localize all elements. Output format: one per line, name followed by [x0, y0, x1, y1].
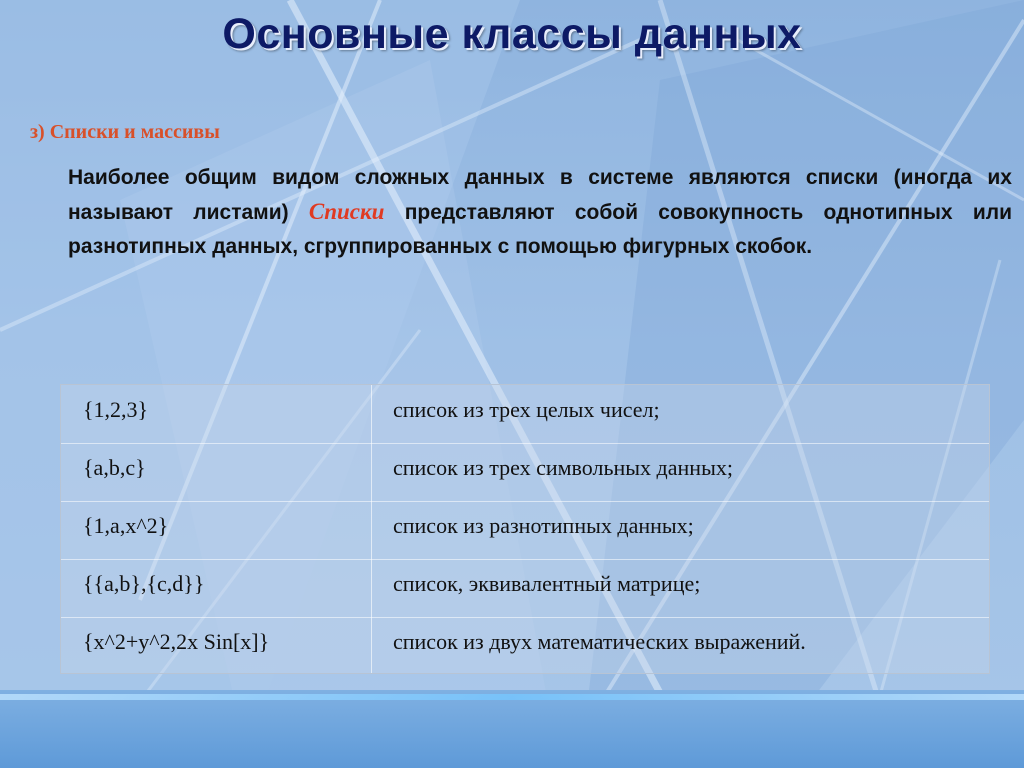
paragraph-text-start: Наиболее общим видом сложных данных в системе являются списки (иногда их называют листами) [68, 166, 1012, 224]
list-expression: {{a,b},{c,d}} [83, 571, 205, 596]
list-expression: {1,a,x^2} [83, 513, 169, 538]
list-description: список из трех целых чисел; [393, 397, 660, 422]
lists-table [60, 384, 990, 674]
table-row [61, 443, 989, 502]
list-expression: {a,b,c} [83, 455, 146, 480]
table-row [61, 559, 989, 618]
table-row [61, 501, 989, 560]
list-description: список из разнотипных данных; [393, 513, 694, 538]
highlighted-term: Списки [308, 199, 385, 224]
slide-title: Основные классы данных [222, 10, 802, 58]
table-row [61, 617, 989, 675]
paragraph-text-end: представляют собой совокупность однотипных или разнотипных данных, сгруппированных с помощью фигурных скобок. [68, 201, 1012, 258]
body-paragraph [68, 161, 1012, 264]
section-subtitle: з) Списки и массивы [30, 121, 220, 143]
table-row [61, 385, 989, 444]
footer-accent-line [0, 694, 1024, 700]
list-description: список из трех символьных данных; [393, 455, 733, 480]
list-expression: {1,2,3} [83, 397, 149, 422]
list-description: список из двух математических выражений. [393, 629, 806, 654]
list-expression: {x^2+y^2,2x Sin[x]} [83, 629, 270, 654]
footer-band [0, 690, 1024, 768]
list-description: список, эквивалентный матрице; [393, 571, 701, 596]
